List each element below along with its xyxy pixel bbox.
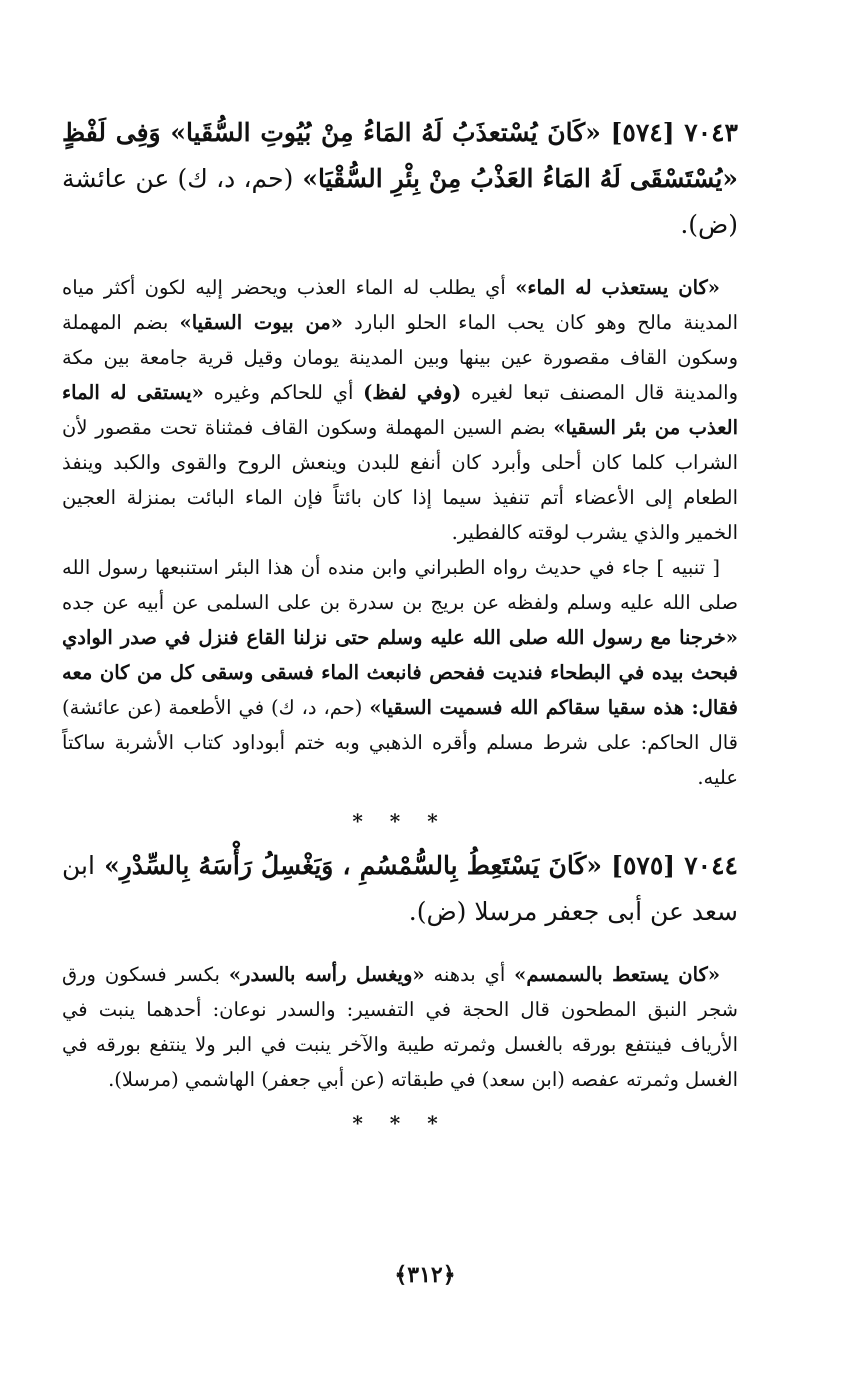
quoted-phrase: «يستقى له الماء العذب من بئر السقيا» — [62, 381, 738, 439]
commentary-text: (حم، د، ك) في الأطعمة (عن عائشة) قال الحاكم: على شرط مسلم وأقره الذهبي وبه ختم أبوداود كتاب الأشربة ساكتاً عليه. — [62, 696, 738, 789]
note-paragraph — [62, 550, 738, 795]
hadith-entry-7043 — [62, 110, 738, 248]
hadith-number: ٧٠٤٣ [٥٧٤] — [610, 118, 738, 147]
commentary-text: أي للحاكم وغيره — [203, 381, 364, 404]
hadith-number: ٧٠٤٤ [٥٧٥] — [611, 851, 738, 880]
section-separator: * * * — [352, 809, 448, 833]
page-number: ﴿٣١٢﴾ — [394, 1262, 456, 1288]
page-body — [62, 110, 738, 1145]
quoted-phrase: «من بيوت السقيا» — [179, 311, 343, 334]
commentary-paragraph — [62, 270, 738, 550]
hadith-entry-7044 — [62, 843, 738, 935]
quoted-phrase: (وفي لفظ) — [363, 381, 462, 404]
hadith-text: «كَانَ يُسْتعذَبُ لَهُ المَاءُ مِنْ بُيُوتِ السُّقَيا» وَفِى لَفْظٍ «يُسْتَسْقَى لَهُ المَاءُ العَذْبُ مِنْ بِئْرِ السُّقْيَا» — [62, 118, 738, 193]
commentary-text: بكسر فسكون ورق شجر النبق المطحون قال الحجة في التفسير: والسدر نوعان: أحدهما ينبت في الأرياف فينتفع بورقه بالغسل وثمرته طيبة والآخر ينبت في البر ولا ينتفع بورقه في الغسل وثمرته عفصه (ابن سعد) في طبقاته (عن أبي جعفر) الهاشمي (مرسلا). — [62, 963, 738, 1091]
commentary-text: بضم السين المهملة وسكون القاف فمثناة تحت مقصور لأن الشراب كلما كان أحلى وأبرد كان أنفع للبدن وينعش الروح والقوى والكبد وينفذ الطعام إلى الأعضاء أتم تنفيذ سيما إذا كان بائتاً فإن الماء البائت بمنزلة العجين الخمير والذي يشرب لوقته كالفطير. — [62, 416, 738, 544]
quoted-phrase: «كان يستعط بالسمسم» — [514, 963, 721, 986]
commentary-text: أي بدهنه — [424, 963, 515, 986]
commentary-paragraph — [62, 957, 738, 1097]
hadith-text: «كَانَ يَسْتَعِطُ بِالسُّمْسُمِ ، وَيَغْسِلُ رَأْسَهُ بِالسِّدْرِ» — [104, 851, 602, 880]
commentary-text: أي يطلب له الماء العذب ويحضر إليه لكون أكثر مياه المدينة مالح وهو كان يحب الماء الحلو البارد — [62, 276, 738, 334]
section-separator: * * * — [352, 1111, 448, 1135]
quoted-phrase: «كان يستعذب له الماء» — [515, 276, 720, 299]
quoted-phrase: «ويغسل رأسه بالسدر» — [228, 963, 425, 986]
commentary-text: [ تنبيه ] جاء في حديث رواه الطبراني وابن منده أن هذا البئر استنبعها رسول الله صلى الله عليه وسلم ولفظه عن بريج بن سدرة بن على السلمى عن أبيه عن جده — [62, 556, 738, 614]
commentary-text: بضم المهملة وسكون القاف مقصورة عين بينها وبين المدينة يومان وقيل قرية جامعة بين مكة والمدينة قال المصنف تبعا لغيره — [62, 311, 738, 404]
quoted-phrase: «خرجنا مع رسول الله صلى الله عليه وسلم حتى نزلنا القاع فنزل في صدر الوادي فبحث بيده في البطحاء فنديت ففحص فانبعث الماء فسقى وسقى كل من كان معه فقال: هذه سقيا سقاكم الله فسميت السقيا» — [62, 626, 738, 719]
hadith-source: (حم، د، ك) عن عائشة (ض). — [62, 164, 738, 239]
hadith-source: ابن سعد عن أبى جعفر مرسلا (ض). — [62, 851, 738, 926]
